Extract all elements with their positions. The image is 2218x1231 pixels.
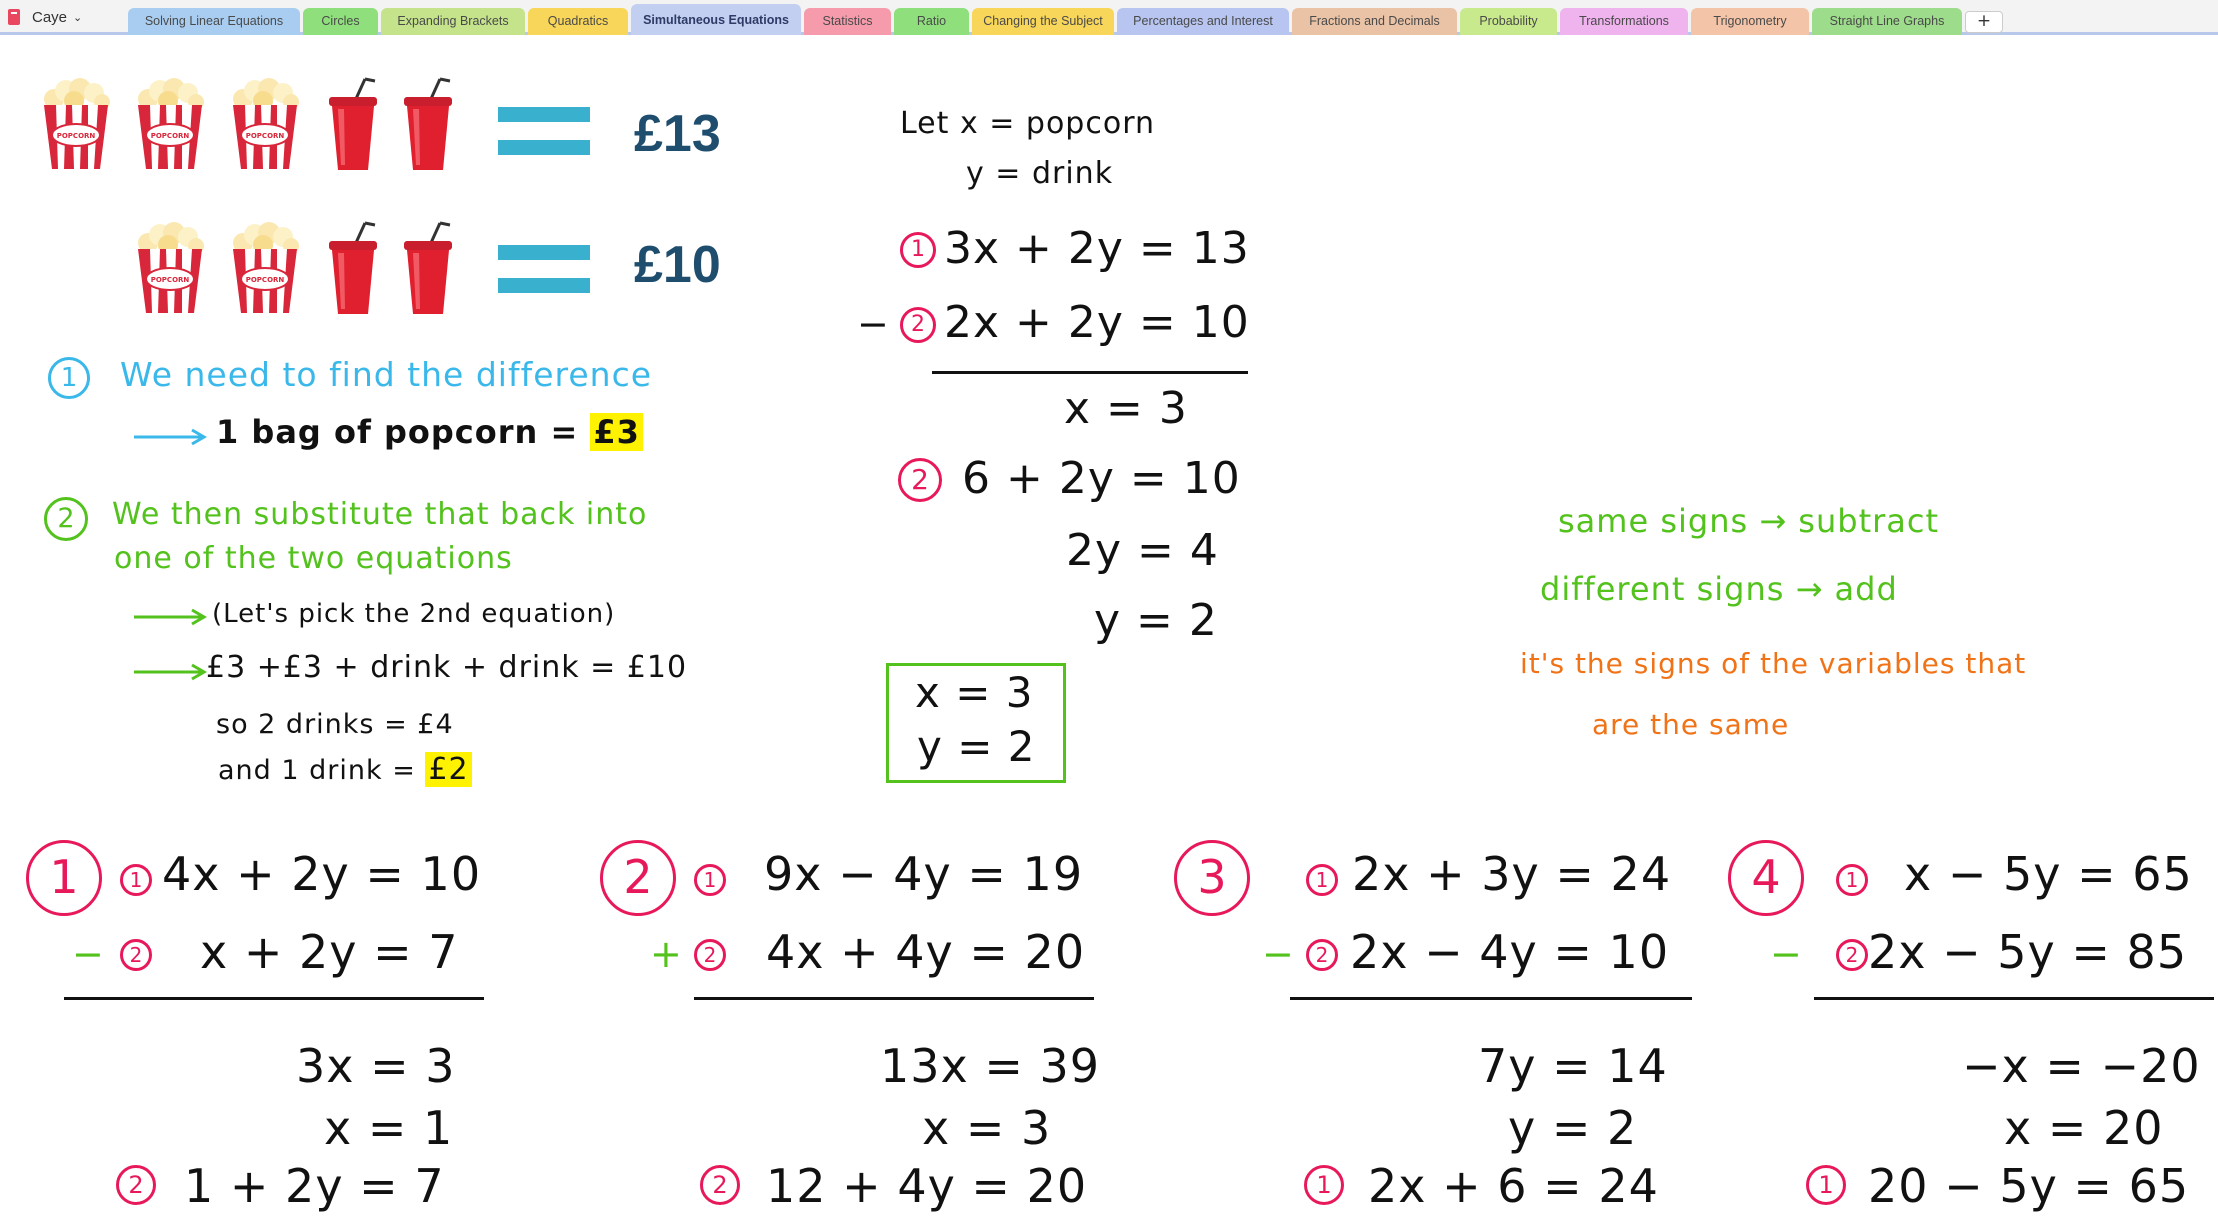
step-2-equation: £3 +£3 + drink + drink = £10 (206, 650, 688, 685)
popcorn-icon (134, 77, 206, 172)
step-1-number-text: 1 (60, 363, 78, 393)
example-substitution: 12 + 4y = 20 (766, 1159, 1088, 1213)
step-1-text: We need to find the difference (120, 355, 653, 394)
example-equation-1: 9x − 4y = 19 (764, 847, 1084, 901)
svg-text:POPCORN: POPCORN (56, 132, 96, 140)
note-canvas (0, 35, 2218, 1231)
tab-straight-line-graphs[interactable]: Straight Line Graphs (1812, 8, 1962, 35)
example-result-2: x = 20 (2004, 1101, 2164, 1155)
rule-different-signs: different signs → add (1540, 570, 1898, 608)
notebook-name: Caye (32, 8, 68, 26)
step-2-line-1: We then substitute that back into (112, 497, 648, 532)
substitute-marker (898, 458, 942, 502)
example-operator: − (1770, 932, 1802, 976)
tab-percentages-and-interest[interactable]: Percentages and Interest (1117, 8, 1289, 35)
example-substitution: 20 − 5y = 65 (1868, 1159, 2190, 1213)
subtraction-line (932, 371, 1248, 374)
equation-2-marker-text: 2 (129, 943, 143, 967)
answer-y: y = 2 (917, 722, 1036, 771)
rule-note-line-1: it's the signs of the variables that (1520, 647, 2027, 680)
step-1-result-text: 1 bag of popcorn = (216, 413, 579, 451)
example-equation-1: x − 5y = 65 (1904, 847, 2193, 901)
drink-icon (400, 77, 456, 172)
result-x: x = 3 (1064, 383, 1188, 434)
example-result-2: x = 3 (922, 1101, 1052, 1155)
equation-2-marker (1836, 939, 1868, 971)
tab-ratio[interactable]: Ratio (894, 8, 969, 35)
equation-2-marker (1306, 939, 1338, 971)
example-substitution: 2x + 6 = 24 (1368, 1159, 1659, 1213)
price-row-2: £10 (634, 236, 721, 294)
substitute-marker (116, 1165, 156, 1205)
step-2-number-text: 2 (57, 503, 75, 534)
tab-probability[interactable]: Probability (1460, 8, 1557, 35)
equation-1-marker (1836, 864, 1868, 896)
equation-2-marker (120, 939, 152, 971)
drink-icon (400, 221, 456, 316)
example-number-text: 2 (623, 850, 653, 904)
svg-text:POPCORN: POPCORN (245, 276, 285, 284)
substitution: 6 + 2y = 10 (962, 453, 1241, 504)
popcorn-price-highlight: £3 (590, 413, 643, 451)
step-2-line-2: one of the two equations (114, 541, 513, 576)
add-section-button[interactable] (1965, 11, 2003, 33)
example-operator: − (1262, 932, 1294, 976)
section-tab-bar (0, 0, 2218, 35)
drink-icon (325, 77, 381, 172)
arrow-icon (134, 428, 208, 446)
example-number-text: 4 (1751, 850, 1781, 904)
equation-1-marker-text: 1 (1845, 868, 1859, 892)
tab-simultaneous-equations[interactable]: Simultaneous Equations (631, 4, 801, 35)
equation-2: 2x + 2y = 10 (944, 297, 1250, 348)
example-number-text: 1 (49, 850, 79, 904)
tab-transformations[interactable]: Transformations (1560, 8, 1688, 35)
example-equation-2: x + 2y = 7 (200, 925, 459, 979)
tab-trigonometry[interactable]: Trigonometry (1691, 8, 1809, 35)
example-number (1174, 840, 1250, 916)
let-y: y = drink (966, 156, 1114, 191)
equals-icon (498, 107, 590, 159)
equation-1-marker (694, 864, 726, 896)
example-result-1: −x = −20 (1962, 1039, 2201, 1093)
step-2-and (218, 752, 472, 787)
example-equation-1: 2x + 3y = 24 (1352, 847, 1672, 901)
example-operator: + (650, 932, 682, 976)
substitute-marker-text: 1 (1818, 1171, 1834, 1199)
step-2-number (44, 497, 88, 541)
notebook-icon (8, 9, 20, 25)
equation-2-marker (900, 307, 936, 343)
solve-step-y: y = 2 (1094, 595, 1218, 646)
popcorn-icon (229, 221, 301, 316)
example-result-1: 3x = 3 (296, 1039, 456, 1093)
example-result-2: y = 2 (1508, 1101, 1638, 1155)
substitute-marker (1806, 1165, 1846, 1205)
subtraction-line (1814, 997, 2214, 1000)
example-equation-2: 4x + 4y = 20 (766, 925, 1086, 979)
tab-changing-the-subject[interactable]: Changing the Subject (972, 8, 1114, 35)
tab-circles[interactable]: Circles (303, 8, 378, 35)
step-1-number (48, 357, 90, 399)
popcorn-icon (40, 77, 112, 172)
popcorn-icon (229, 77, 301, 172)
step-1-result (216, 413, 643, 451)
example-number (1728, 840, 1804, 916)
example-number (26, 840, 102, 916)
arrow-icon (134, 608, 208, 626)
subtraction-line (64, 997, 484, 1000)
minus-sign: − (857, 302, 889, 346)
step-2-so: so 2 drinks = £4 (216, 709, 454, 740)
answer-x: x = 3 (915, 668, 1034, 717)
example-equation-1: 4x + 2y = 10 (162, 847, 482, 901)
equation-1-marker (900, 232, 936, 268)
example-equation-2: 2x − 5y = 85 (1868, 925, 2188, 979)
step-2-pick: (Let's pick the 2nd equation) (212, 599, 616, 629)
tab-fractions-and-decimals[interactable]: Fractions and Decimals (1292, 8, 1457, 35)
svg-text:POPCORN: POPCORN (150, 276, 190, 284)
let-x: Let x = popcorn (900, 106, 1156, 141)
drink-icon (325, 221, 381, 316)
substitute-marker-text: 2 (911, 463, 929, 496)
plus-icon: + (1976, 11, 1992, 31)
equals-icon (498, 245, 590, 297)
equation-1-marker-text: 1 (703, 868, 717, 892)
equation-2-marker-text: 2 (1845, 943, 1859, 967)
drink-price-highlight: £2 (425, 752, 471, 787)
example-number (600, 840, 676, 916)
tab-expanding-brackets[interactable]: Expanding Brackets (381, 8, 525, 35)
equation-1-marker-text: 1 (129, 868, 143, 892)
example-result-1: 7y = 14 (1478, 1039, 1668, 1093)
example-number-text: 3 (1197, 850, 1227, 904)
step-2-and-text: and 1 drink = (218, 755, 416, 786)
subtraction-line (694, 997, 1094, 1000)
example-equation-2: 2x − 4y = 10 (1350, 925, 1670, 979)
example-substitution: 1 + 2y = 7 (184, 1159, 445, 1213)
chevron-down-icon: ⌄ (73, 11, 83, 24)
substitute-marker-text: 2 (128, 1171, 144, 1199)
equation-1-marker-text: 1 (1315, 868, 1329, 892)
price-row-1: £13 (634, 105, 721, 163)
tab-solving-linear-equations[interactable]: Solving Linear Equations (128, 8, 300, 35)
solve-step-2y: 2y = 4 (1066, 525, 1219, 576)
svg-text:POPCORN: POPCORN (150, 132, 190, 140)
rule-same-signs: same signs → subtract (1558, 502, 1940, 540)
substitute-marker-text: 2 (712, 1171, 728, 1199)
equation-2-marker-text: 2 (703, 943, 717, 967)
svg-text:POPCORN: POPCORN (245, 132, 285, 140)
substitute-marker (700, 1165, 740, 1205)
subtraction-line (1290, 997, 1692, 1000)
answer-box (886, 663, 1066, 783)
equation-2-marker-text: 2 (911, 312, 925, 337)
example-operator: − (72, 932, 104, 976)
equation-1-marker-text: 1 (911, 237, 925, 262)
arrow-icon (134, 663, 208, 681)
equation-1: 3x + 2y = 13 (944, 223, 1250, 274)
equation-1-marker (1306, 864, 1338, 896)
substitute-marker (1304, 1165, 1344, 1205)
substitute-marker-text: 1 (1316, 1171, 1332, 1199)
notebook-selector[interactable] (8, 6, 82, 28)
equation-1-marker (120, 864, 152, 896)
section-tabs (128, 8, 2003, 35)
equation-2-marker (694, 939, 726, 971)
rule-note-line-2: are the same (1592, 708, 1790, 741)
tab-statistics[interactable]: Statistics (804, 8, 891, 35)
example-result-2: x = 1 (324, 1101, 454, 1155)
popcorn-icon (134, 221, 206, 316)
example-result-1: 13x = 39 (880, 1039, 1101, 1093)
equation-2-marker-text: 2 (1315, 943, 1329, 967)
tab-quadratics[interactable]: Quadratics (528, 8, 628, 35)
